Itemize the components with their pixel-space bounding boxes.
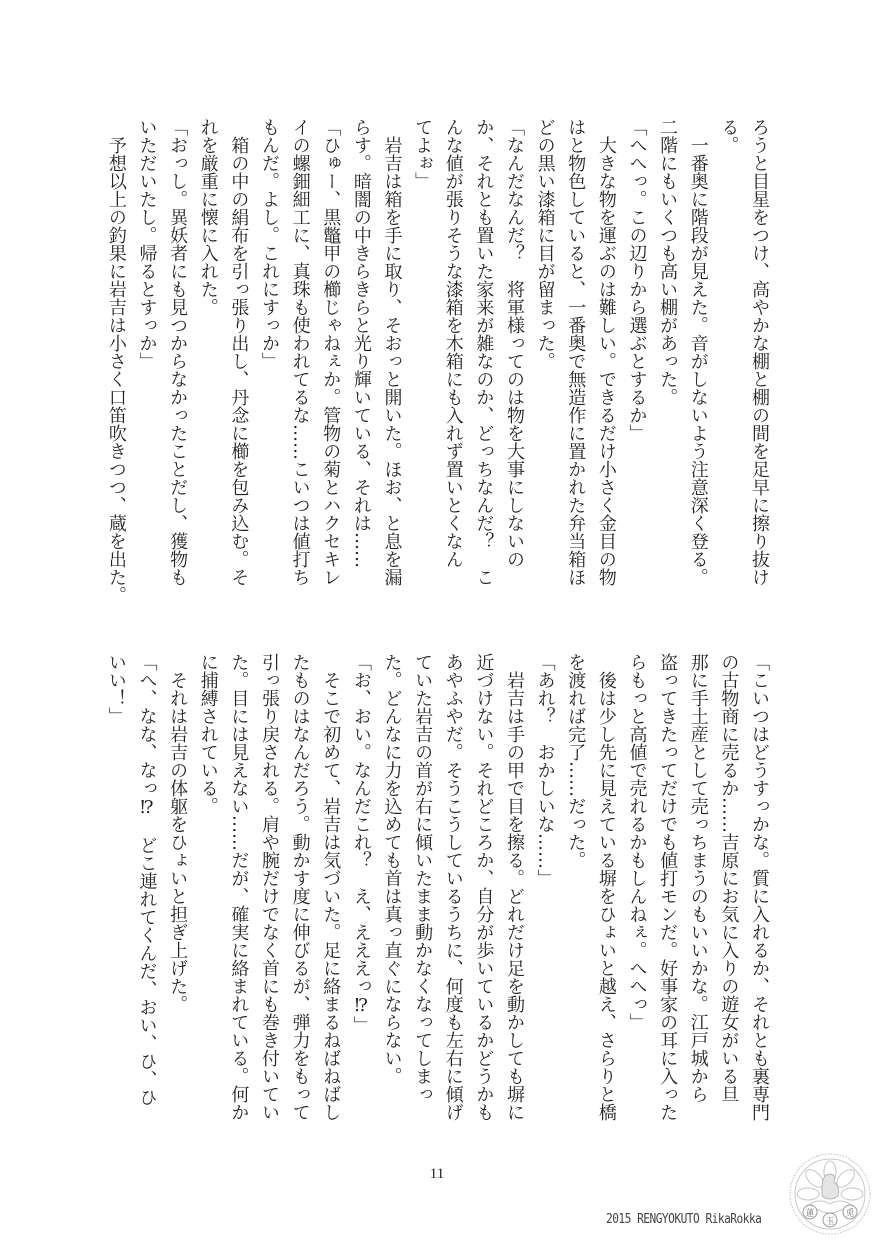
text-column: 「ひゅー、黒鼈甲の櫛じゃねぇか。管物の菊とハクセキレ (320, 118, 342, 586)
text-column: た。どんなに力を込めても首は真っ直ぐにならない。 (381, 653, 403, 1085)
svg-text:兎: 兎 (845, 1209, 855, 1219)
text-column: 「なんだなんだ？ 将軍様ってのは物を大事にしないの (504, 118, 525, 568)
text-column: 「お、おい。なんだこれ？ え、えええっ⁉」 (350, 653, 372, 1034)
text-column: を渡れば完了……だった。 (565, 653, 587, 869)
text-column: 二階にもいくつも高い棚があった。 (657, 118, 679, 406)
text-column: 引っ張り戻される。肩や腕だけでなく首にも巻き付いてい (259, 653, 280, 1121)
text-column: イの螺鈿細工に、真珠も使われてるな……こいつは値打ち (289, 118, 311, 586)
text-column: 後は少し先に見えている塀をひょいと越え、さらりと橋 (595, 653, 617, 1121)
text-block-bottom (100, 653, 774, 1125)
text-column: いい！」 (105, 653, 127, 725)
text-column: 近づけない。それどころか、自分が歩いているかどうかも (473, 653, 495, 1121)
text-column: はと物色していると、一番奥で無造作に置かれた弁当箱ほ (565, 118, 587, 586)
text-column: どの黒い漆箱に目が留まった。 (534, 118, 556, 370)
text-column: 「へへっ。この辺りから選ぶとするか」 (626, 118, 648, 442)
text-column: たものはなんだろう。動かす度に伸びるが、弾力をもって (289, 653, 311, 1121)
text-column: もんだ。よし。これにすっか」 (259, 118, 280, 370)
text-column: 箱の中の絹布を引っ張り出し、丹念に櫛を包み込む。そ (228, 118, 250, 586)
svg-text:玉: 玉 (825, 1217, 835, 1227)
text-column: ていた岩吉の首が右に傾いたまま動かなくなってしまっ (412, 653, 434, 1103)
footer-credit: 2015 RENGYOKUTO RikaRokka (606, 1212, 762, 1227)
text-column: 一番奥に階段が見えた。音がしないよう注意深く登る。 (687, 118, 709, 586)
text-column: てよぉ」 (412, 118, 434, 190)
text-column: 「おっし。異妖者にも見つからなかったことだし、獲物も (167, 118, 189, 586)
text-column: か、それとも置いた家来が雑なのか、どっちなんだ？ こ (473, 118, 495, 586)
text-column: んな値が張りそうな漆箱を木箱にも入れず置いとくなん (442, 118, 464, 568)
text-column: それは岩吉の体躯をひょいと担ぎ上げた。 (167, 653, 189, 1013)
text-column: 「あれ？ おかしいな……」 (534, 653, 556, 887)
text-column: る。 (718, 118, 740, 154)
text-column: 大きな物を運ぶのは難しい。できるだけ小さく金目の物 (595, 118, 617, 586)
svg-text:蓮: 蓮 (805, 1209, 815, 1219)
text-column: 「へ、なな、なっ⁉ どこ連れてくんだ、おい、ひ、ひ (136, 653, 158, 1106)
text-column: そこで初めて、岩吉は気づいた。足に絡まるねばねばし (320, 653, 342, 1121)
text-column: れを厳重に懐に入れた。 (197, 118, 219, 316)
text-column: 岩吉は箱を手に取り、そおっと開いた。ほお、と息を漏 (381, 118, 403, 586)
text-column: に捕縛されている。 (197, 653, 219, 815)
text-block-top (100, 118, 774, 604)
text-column: 「こいつはどうすっかな。質に入れるか、それとも裏専門 (749, 653, 770, 1121)
lotus-rabbit-seal-icon (788, 1152, 872, 1236)
text-column: 那に手土産として売っちまうのもいいかな。江戸城から (687, 653, 709, 1103)
text-column: 岩吉は手の甲で目を擦る。どれだけ足を動かしても塀に (504, 653, 525, 1121)
text-column: らす。暗闇の中きらきらと光り輝いている、それは…… (350, 118, 372, 568)
text-column: た。目には見えない……だが、確実に絡まれている。何か (228, 653, 250, 1121)
page-number: 11 (429, 1166, 445, 1182)
text-column: 予想以上の釣果に岩吉は小さく口笛吹きつつ、蔵を出た。 (105, 118, 127, 604)
text-column: いただいたし。帰るとすっか」 (136, 118, 158, 370)
text-column: あやふやだ。そうこうしているうちに、何度も左右に傾げ (442, 653, 464, 1121)
text-column: らもっと高値で売れるかもしんねぇ。へへっ」 (626, 653, 648, 1031)
text-column: の古物商に売るか……吉原にお気に入りの遊女がいる旦 (718, 653, 740, 1103)
text-column: 盗ってきたってだけでも値打モンだ。好事家の耳に入った (657, 653, 679, 1121)
text-column: ろうと目星をつけ、高やかな棚と棚の間を足早に擦り抜け (749, 118, 770, 586)
